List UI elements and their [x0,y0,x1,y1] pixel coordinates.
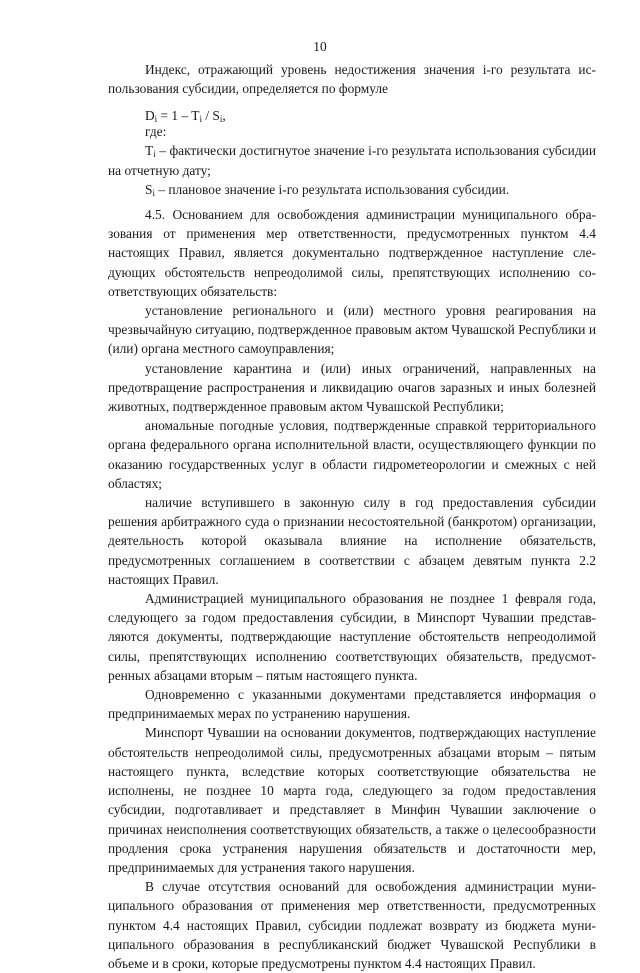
section-paragraph: Администрацией муниципального образования не позднее 1 февраля года, следующего за годом предоставления субсидии, в Минспорт Чувашии представляются документы, подтверждающие наступление обстоятельств непреодолимой силы, препятствующих исполнению соответствующих обязательств, предусмотренных абзацами вторым – пятым настоящего пункта. [108,591,596,683]
section-paragraph: В случае отсутствия оснований для освобождения администрации муниципального образования от применения мер ответственности, предусмотренных пунктом 4.4 настоящих Правил, субсидии подлежат возврату из бюджета муниципального образования в республиканский бюджет Чувашской Республики в объеме и в сроки, которые предусмотрены пунктом 4.4 настоящих Правил. [108,879,596,971]
t-symbol-sub: i [153,149,156,160]
section-paragraph: Минспорт Чувашии на основании документов, подтверждающих наступление обстоятельств непреодолимой силы, предусмотренных абзацами вторым – пятым настоящего пункта, вследствие которых соответствующие обязательства не исполнены, не позднее 10 марта года, следующего за годом предоставления субсидии, подготавливает и представляет в Минфин Чувашии заключение о причинах неисполнения соответствующих обязательств, а также о целесообразности продления срока устранения нарушения обязательств и достаточности мер, предпринимаемых для устранения такого нарушения. [108,725,596,875]
formula-mid-sub: i [199,114,202,124]
section-paragraph: установление карантина и (или) иных ограничений, направленных на предотвращение распространения и ликвидацию очагов заразных и иных болезней животных, подтвержденное правовым актом Чувашской Республики; [108,360,596,415]
formula-slash: / S [201,108,220,123]
where-s-definition [108,180,596,199]
section-4-5 [108,205,596,973]
formula-lhs: D [145,108,155,123]
formula-mid: = 1 – T [157,108,200,123]
where-t-definition [108,141,596,179]
s-symbol: S [145,181,153,197]
section-paragraph: аномальные погодные условия, подтвержденные справкой территориального органа федерального органа исполнительной власти, осуществляющего функции по оказанию государственных услуг в области гидрометеорологии и смежных с ней областях; [108,418,596,491]
formula-lhs-sub: i [154,114,158,124]
where-label: где: [145,124,167,140]
intro-block [108,60,596,98]
section-paragraph: Одновременно с указанными документами представляется информация о предпринимаемых мерах по устранению нарушения. [108,687,596,722]
section-paragraph: установление регионального и (или) местного уровня реагирования на чрезвычайную ситуацию, подтвержденное правовым актом Чувашской Республики и (или) органа местного самоуправления; [108,303,596,357]
formula-tail: , [222,108,226,123]
s-symbol-sub: i [152,187,155,198]
t-symbol: T [145,143,154,159]
t-definition-text: – фактически достигнутое значение i-го результата использования субсидии на отчетную дату; [108,143,596,178]
formula-slash-sub: i [219,114,223,124]
section-paragraph: 4.5. Основанием для освобождения администрации муниципального образования от применения мер ответственности, предусмотренных пунктом 4.4 настоящих Правил, является документально подтвержденное наступление следующих обстоятельств непреодолимой силы, препятствующих исполнению соответствующих обязательств: [108,207,596,299]
section-paragraph: наличие вступившего в законную силу в год предоставления субсидии решения арбитражного суда о признании несостоятельной (банкротом) организации, деятельность которой оказывала влияние на исполнение обязательств, предусмотренных соглашением в соответствии с абзацем девятым пункта 2.2 настоящих Правил. [108,495,596,587]
s-definition-text: – плановое значение i-го результата использования субсидии. [154,181,510,197]
page-number: 10 [313,39,327,54]
intro-paragraph: Индекс, отражающий уровень недостижения значения i-го результата использования субсидии, определяется по формуле [108,62,596,97]
formula-block [108,106,596,199]
